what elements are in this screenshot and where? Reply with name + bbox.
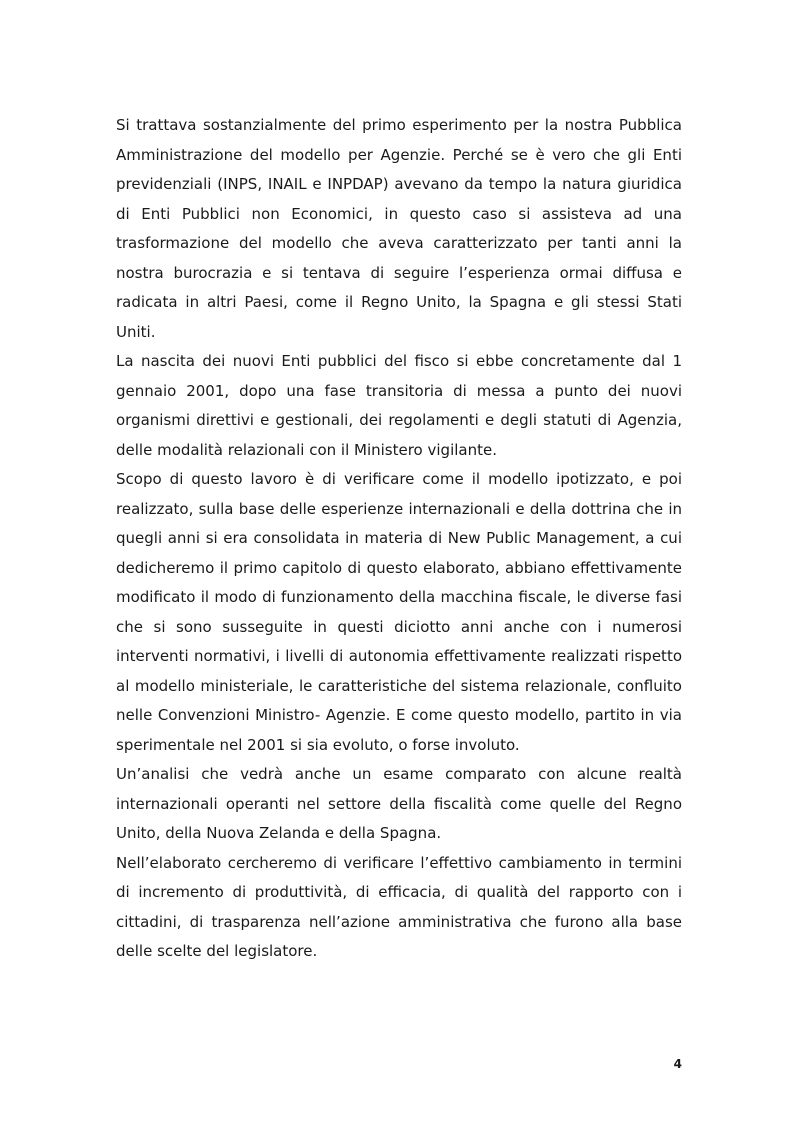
paragraph-1: Si trattava sostanzialmente del primo esperimento per la nostra Pubblica Amministrazione del modello per Agenzie. Perché se è vero che gli Enti previdenziali (INPS, INAIL e INPDAP) avevano da tempo la natura giuridica di Enti Pubblici non Economici, in questo caso si assisteva ad una trasformazione del modello che aveva caratterizzato per tanti anni la nostra burocrazia e si tentava di seguire l’esperienza ormai diffusa e radicata in altri Paesi, come il Regno Unito, la Spagna e gli stessi Stati Uniti. bbox=[116, 116, 682, 341]
paragraph-2: La nascita dei nuovi Enti pubblici del fisco si ebbe concretamente dal 1 gennaio 2001, dopo una fase transitoria di messa a punto dei nuovi organismi direttivi e gestionali, dei regolamenti e degli statuti di Agenzia, delle modalità relazionali con il Ministero vigilante. bbox=[116, 352, 682, 459]
paragraph-3: Scopo di questo lavoro è di verificare come il modello ipotizzato, e poi realizzato, sulla base delle esperienze internazionali e della dottrina che in quegli anni si era consolidata in materia di New Public Management, a cui dedicheremo il primo capitolo di questo elaborato, abbiano effettivamente modificato il modo di funzionamento della macchina fiscale, le diverse fasi che si sono susseguite in questi diciotto anni anche con i numerosi interventi normativi, i livelli di autonomia effettivamente realizzati rispetto al modello ministeriale, le caratteristiche del sistema relazionale, confluito nelle Convenzioni Ministro- Agenzie. E come questo modello, partito in via sperimentale nel 2001 si sia evoluto, o forse involuto. bbox=[116, 470, 682, 754]
paragraph-5: Nell’elaborato cercheremo di verificare l’effettivo cambiamento in termini di incremento di produttività, di efficacia, di qualità del rapporto con i cittadini, di trasparenza nell’azione amministrativa che furono alla base delle scelte del legislatore. bbox=[116, 853, 682, 960]
document-body bbox=[116, 111, 682, 967]
page-number: 4 bbox=[673, 1057, 682, 1071]
paragraph-4: Un’analisi che vedrà anche un esame comparato con alcune realtà internazionali operanti nel settore della fiscalità come quelle del Regno Unito, della Nuova Zelanda e della Spagna. bbox=[116, 765, 682, 842]
